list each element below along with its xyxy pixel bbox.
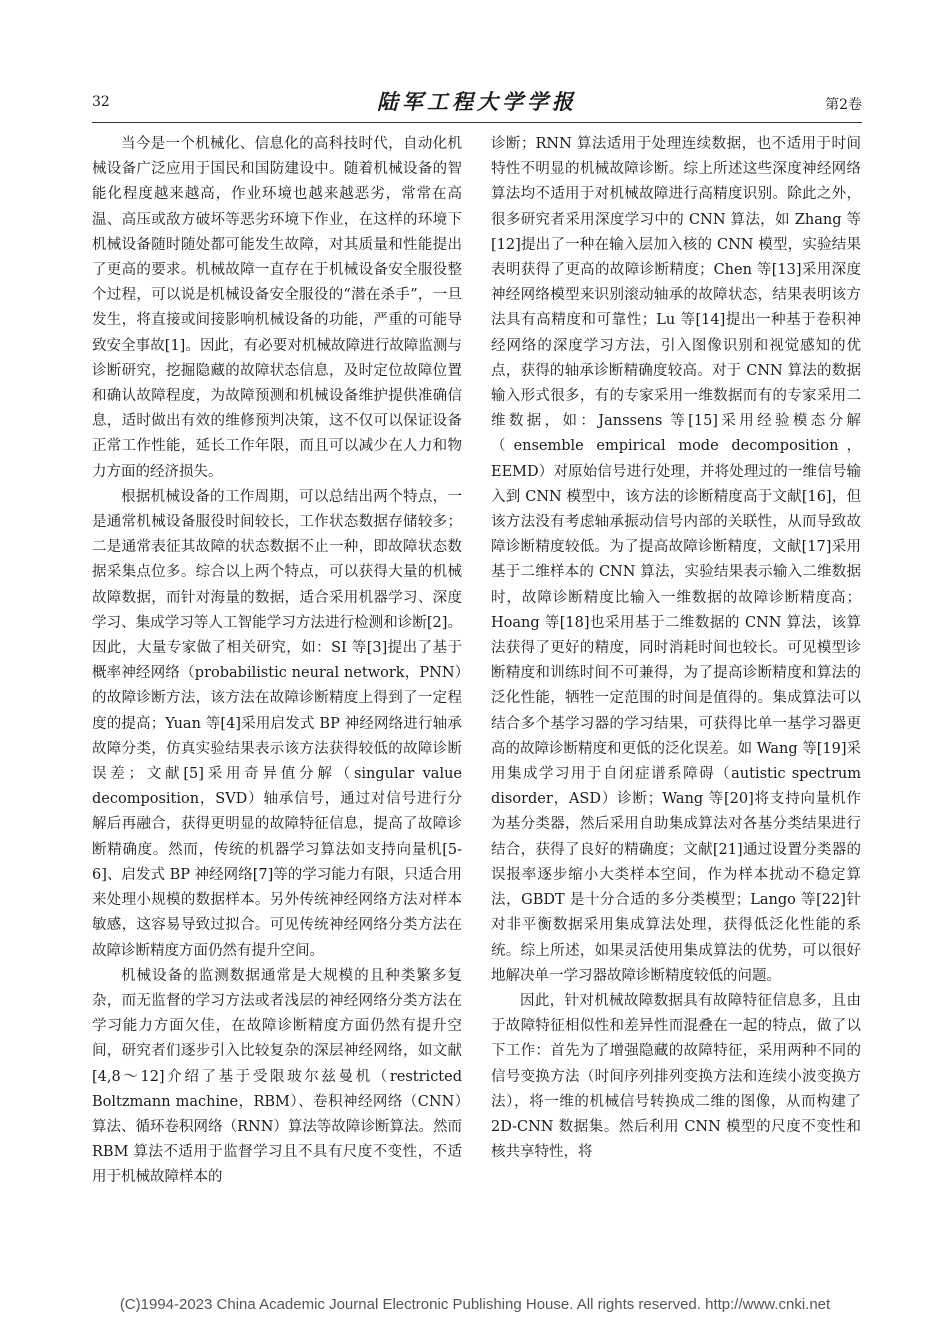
page-header xyxy=(92,86,862,118)
volume-label: 第2卷 xyxy=(825,97,862,113)
paragraph: 因此，针对机械故障数据具有故障特征信息多，且由于故障特征相似性和差异性而混叠在一起的特点，做了以下工作：首先为了增强隐藏的故障特征，采用两种不同的信号变换方法（时间序列排列变换方法和连续小波变换方法），将一维的机械信号转换成二维的图像，从而构建了 2D-CNN 数据集。然后利用 CNN 模型的尺度不变性和核共享特性，将 xyxy=(491,992,861,1161)
page-number: 32 xyxy=(92,94,110,110)
paragraph: 当今是一个机械化、信息化的高科技时代，自动化机械设备广泛应用于国民和国防建设中。随着机械设备的智能化程度越来越高，作业环境也越来越恶劣，常常在高温、高压或敌方破坏等恶劣环境下作业，在这样的环境下机械设备随时随处都可能发生故障，对其质量和性能提出了更高的要求。机械故障一直存在于机械设备安全服役整个过程，可以说是机械设备安全服役的“潜在杀手”，一旦发生，将直接或间接影响机械设备的功能，严重的可能导致安全事故[1]。因此，有必要对机械故障进行故障监测与诊断研究，挖掘隐藏的故障状态信息，及时定位故障位置和确认故障程度，为故障预测和机械设备维护提供准确信息，适时做出有效的维修预判决策，这不仅可以保证设备正常工作性能，延长工作年限，而且可以减少在人力和物力方面的经济损失。 xyxy=(92,136,462,480)
paragraph: 机械设备的监测数据通常是大规模的且种类繁多复杂，而无监督的学习方法或者浅层的神经网络分类方法在学习能力方面欠佳，在故障诊断精度方面仍然有提升空间，研究者们逐步引入比较复杂的深层神经网络，如文献[4,8～12]介绍了基于受限玻尔兹曼机（restricted Boltzmann machine，RBM）、卷积神经网络（CNN）算法、循环卷积网络（RNN）算法等故障诊断算法。然而 RBM 算法不适用于监督学习且不具有尺度不变性，不适用于机械故障样本的 xyxy=(92,967,462,1186)
left-column xyxy=(92,132,462,1191)
copyright-footer: (C)1994-2023 China Academic Journal Electronic Publishing House. All rights reserved. http://www.cnki.net xyxy=(119,1296,831,1313)
right-column xyxy=(491,132,861,1165)
paragraph: 根据机械设备的工作周期，可以总结出两个特点，一是通常机械设备服役时间较长，工作状态数据存储较多；二是通常表征其故障的状态数据不止一种，即故障状态数据采集点位多。综合以上两个特点，可以获得大量的机械故障数据，而针对海量的数据，适合采用机器学习、深度学习、集成学习等人工智能学习方法进行检测和诊断[2]。因此，大量专家做了相关研究，如：SI 等[3]提出了基于概率神经网络（probabilistic neural network，PNN）的故障诊断方法，该方法在故障诊断精度上得到了一定程度的提高；Yuan 等[4]采用启发式 BP 神经网络进行轴承故障分类，仿真实验结果表示该方法获得较低的故障诊断误差；文献[5]采用奇异值分解（singular value decomposition，SVD）轴承信号，通过对信号进行分解后再融合，获得更明显的故障特征信息，提高了故障诊断精确度。然而，传统的机器学习算法如支持向量机[5-6]、启发式 BP 神经网络[7]等的学习能力有限，只适合用来处理小规模的数据样本。另外传统神经网络方法对样本敏感，这容易导致过拟合。可见传统神经网络分类方法在故障诊断精度方面仍然有提升空间。 xyxy=(92,488,462,959)
header-rule xyxy=(92,122,862,123)
journal-title: 陆军工程大学学报 xyxy=(377,89,577,114)
paragraph: 诊断；RNN 算法适用于处理连续数据，也不适用于时间特性不明显的机械故障诊断。综上所述这些深度神经网络算法均不适用于对机械故障进行高精度识别。除此之外，很多研究者采用深度学习中的 CNN 算法，如 Zhang 等[12]提出了一种在输入层加入核的 CNN 模型，实验结果表明获得了更高的故障诊断精度；Chen 等[13]采用深度神经网络模型来识别滚动轴承的故障状态，结果表明该方法具有高精度和可靠性；Lu 等[14]提出一种基于卷积神经网络的深度学习方法，引入图像识别和视觉感知的优点，获得的轴承诊断精确度较高。对于 CNN 算法的数据输入形式很多，有的专家采用一维数据而有的专家采用二维数据，如：Janssens 等[15]采用经验模态分解（ensemble empirical mode decomposition，EEMD）对原始信号进行处理，并将处理过的一维信号输入到 CNN 模型中，该方法的诊断精度高于文献[16]，但该方法没有考虑轴承振动信号内部的关联性，从而导致故障诊断精度较低。为了提高故障诊断精度，文献[17]采用基于二维样本的 CNN 算法，实验结果表示输入二维数据时，故障诊断精度比输入一维数据的故障诊断精度高；Hoang 等[18]也采用基于二维数据的 CNN 算法，该算法获得了更好的精度，同时消耗时间也较长。可见模型诊断精度和训练时间不可兼得，为了提高诊断精度和算法的泛化性能，牺牲一定范围的时间是值得的。集成算法可以结合多个基学习器的学习结果，可获得比单一基学习器更高的故障诊断精度和更低的泛化误差。如 Wang 等[19]采用集成学习用于自闭症谱系障碍（autistic spectrum disorder，ASD）诊断；Wang 等[20]将支持向量机作为基分类器，然后采用自助集成算法对各基分类结果进行结合，获得了良好的精确度；文献[21]通过设置分类器的误报率逐步缩小大类样本空间，作为样本扰动不稳定算法，GBDT 是十分合适的多分类模型；Lango 等[22]针对非平衡数据采用集成算法处理，获得低泛化性能的系统。综上所述，如果灵活使用集成算法的优势，可以很好地解决单一学习器故障诊断精度较低的问题。 xyxy=(491,136,861,984)
